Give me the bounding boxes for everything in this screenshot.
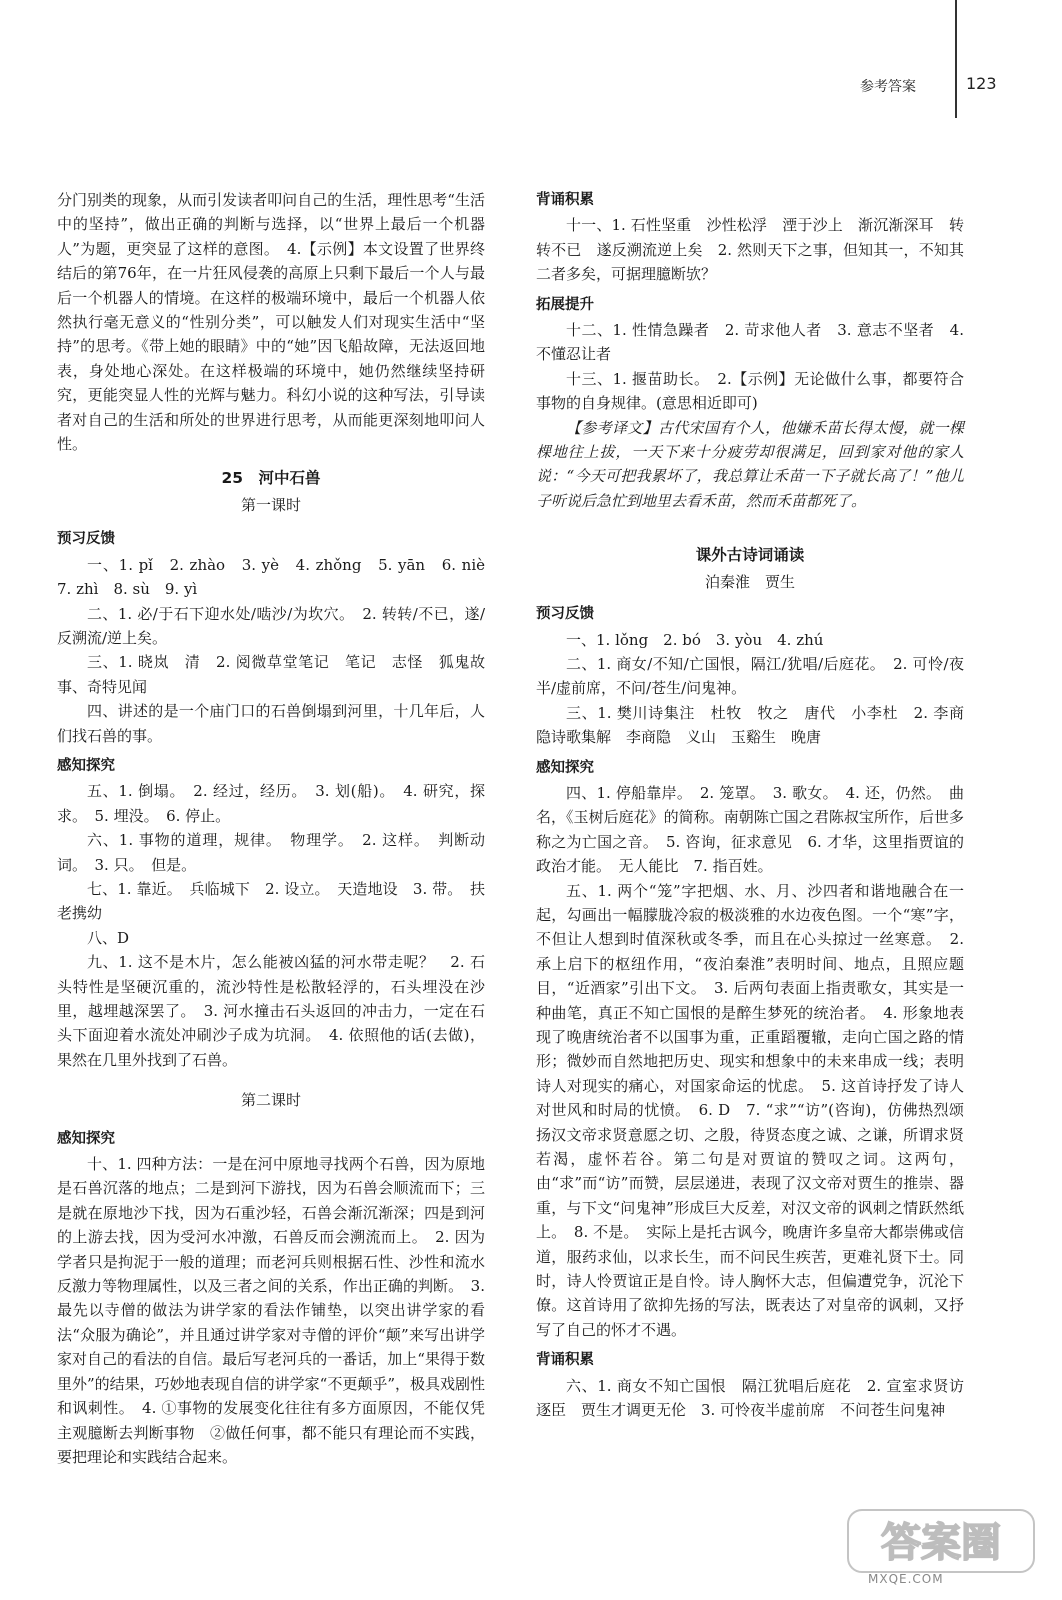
section-heading-extend: 拓展提升 — [536, 296, 594, 313]
section-heading-explore-3: 感知探究 — [536, 759, 594, 776]
answer-paragraph: 六、1. 商女不知亡国恨 隔江犹唱后庭花 2. 宣室求贤访逐臣 贾生才调更无伦 3. 可怜夜半虚前席 不问苍生问鬼神 — [536, 1376, 964, 1420]
answer-paragraph: 一、1. lǒng 2. bó 3. yòu 4. zhú — [566, 630, 824, 649]
poem-section-title: 课外古诗词诵读 — [695, 546, 805, 565]
answer-paragraph: 四、讲述的是一个庙门口的石兽倒塌到河里，十几年后，人们找石兽的事。 — [57, 702, 485, 745]
section-heading-preview-2: 预习反馈 — [536, 606, 594, 623]
answer-paragraph: 十三、1. 揠苗助长。 2.【示例】无论做什么事，都要符合事物的自身规律。(意思相近即可) — [536, 369, 964, 413]
answer-paragraph: 五、1. 两个“笼”字把烟、水、月、沙四者和谐地融合在一起，勾画出一幅朦胧冷寂的极淡雅的水边夜色图。一个“寒”字，不但让人想到时值深秋或冬季，而且在心头掠过一丝寒意。 2. 承上启下的枢纽作用，“夜泊秦淮”表明时间、地点，且照应题目，“近酒家”引出下文。 3. 后两句表面上指责歌女，其实是一种曲笔，真正不知亡国恨的是醉生梦死的统治者。 4. 形象地表现了晚唐统治者不以国事为重，正重蹈覆辙，走向亡国之路的情形；微妙而自然地把历史、现实和想象中的未来串成一线；表明诗人对现实的痛心，对国家命运的忧虑。 5. 这首诗抒发了诗人对世风和时局的忧愤。 6. D 7. “求”“访”(咨询)，仿佛热烈颂扬汉文帝求贤意愿之切、之殷，待贤态度之诚、之谦，所谓求贤若渴，虚怀若谷。第二句是对贾谊的赞叹之词。这两句，由“求”而“访”而赞，层层递进，表现了汉文帝对贾生的推崇、器重，与下文“问鬼神”形成巨大反差，对汉文帝的讽刺之情跃然纸上。 8. 不是。 实际上是托古讽今，晚唐许多皇帝大都崇佛或信道，服药求仙，以求长生，而不问民生疾苦，更难礼贤下士。同时，诗人怜贾谊正是自怜。诗人胸怀大志，但偏遭党争，沉沦下僚。这首诗用了欲抑先扬的写法，既表达了对皇帝的讽刺，又抒写了自己的怀才不遇。 — [536, 881, 964, 1339]
header-divider — [955, 0, 957, 118]
section-heading-recite-2: 背诵积累 — [536, 1352, 594, 1369]
section-heading-explore: 感知探究 — [57, 757, 115, 774]
answer-paragraph: 五、1. 倒塌。 2. 经过，经历。 3. 划(船)。 4. 研究，探求。 5. 埋没。 6. 停止。 — [57, 782, 485, 825]
svg-text:答案圈: 答案圈 — [881, 1520, 1001, 1566]
lesson-one-title: 第一课时 — [240, 495, 301, 514]
intro-paragraph: 分门别类的现象，从而引发读者叩问自己的生活，理性思考“生活中的坚持”，做出正确的判断与选择，以“世界上最后一个机器人”为题，更突显了这样的意图。 4.【示例】本文设置了世界终结后的第76年，在一片狂风侵袭的高原上只剩下最后一个人与最后一个机器人的情境。在这样的极端环境中，最后一个机器人依然执行毫无意义的“性别分类”，可以触发人们对现实生活中“坚持”的思考。《带上她的眼睛》中的“她”因飞船故障，无法返回地表，身处地心深处。在这样极端的环境中，她仍然继续坚持研究，更能突显人性的光辉与魅力。科幻小说的这种写法，引导读者对自己的生活和所处的世界进行思考，从而能更深刻地叩问人性。 — [57, 191, 485, 454]
answer-paragraph: 四、1. 停船靠岸。 2. 笼罩。 3. 歌女。 4. 还，仍然。 曲名，《玉树后庭花》的简称。南朝陈亡国之君陈叔宝所作，后世多称之为亡国之音。 5. 咨询，征求意见 6. 才华，这里指贾谊的政治才能。 无人能比 7. 指百姓。 — [536, 783, 964, 876]
answer-paragraph: 十、1. 四种方法：一是在河中原地寻找两个石兽，因为原地是石兽沉落的地点；二是到河下游找，因为石兽会顺流而下；三是就在原地沙下找，因为石重沙轻，石兽会渐沉渐深；四是到河的上游去找，因为受河水冲激，石兽反而会溯流而上。 2. 因为学者只是拘泥于一般的道理；而老河兵则根据石性、沙性和流水反激力等物理属性，以及三者之间的关系，作出正确的判断。 3. 最先以寺僧的做法为讲学家的看法作铺垫，以突出讲学家的看法“众服为确论”，并且通过讲学家对寺僧的评价“颠”来写出讲学家对自己的看法的自信。最后写老河兵的一番话，加上“果得于数里外”的结果，巧妙地表现自信的讲学家“不更颠乎”，极具戏剧性和讽刺性。 4. ①事物的发展变化往往有多方面原因，不能仅凭主观臆断去判断事物 ②做任何事，都不能只有理论而不实践，要把理论和实践结合起来。 — [57, 1155, 486, 1466]
answer-paragraph: 一、1. pǐ 2. zhào 3. yè 4. zhǒng 5. yān 6. niè 7. zhì 8. sù 9. yì — [57, 555, 501, 599]
lesson-two-title: 第二课时 — [240, 1091, 301, 1110]
left-column — [57, 188, 501, 1469]
answer-paragraph: 三、1. 晓岚 清 2. 阅微草堂笔记 笔记 志怪 狐鬼故事、奇特见闻 — [57, 653, 485, 696]
right-column — [536, 188, 964, 1423]
section-heading-preview: 预习反馈 — [57, 531, 115, 548]
running-header: 参考答案 — [860, 79, 916, 95]
answer-paragraph: 九、1. 这不是木片，怎么能被凶猛的河水带走呢？ 2. 石头特性是坚硬沉重的，流沙特性是松散轻浮的，石头埋没在沙里，越埋越深罢了。 3. 河水撞击石头返回的冲击力，一定在石头下面迎着水流处冲刷沙子成为坑洞。 4. 依照他的话(去做)，果然在几里外找到了石兽。 — [57, 953, 485, 1069]
answer-paragraph: 六、1. 事物的道理，规律。 物理学。 2. 这样。 判断动词。 3. 只。 但是。 — [57, 831, 485, 874]
page-number: 123 — [966, 74, 997, 93]
answer-paragraph: 八、D — [87, 928, 130, 947]
chapter-title: 25 河中石兽 — [221, 469, 321, 488]
reference-translation: 【参考译文】古代宋国有个人，他嫌禾苗长得太慢，就一棵棵地往上拔，一天下来十分疲劳却很满足，回到家对他的家人说：“今天可把我累坏了，我总算让禾苗一下子就长高了！”他儿子听说后急忙到地里去看禾苗，然而禾苗都死了。 — [536, 418, 964, 510]
answer-paragraph: 三、1. 樊川诗集注 杜牧 牧之 唐代 小李杜 2. 李商隐诗歌集解 李商隐 义山 玉谿生 晚唐 — [536, 703, 964, 747]
answer-paragraph: 二、1. 必/于石下迎水处/啮沙/为坎穴。 2. 转转/不已，遂/反溯流/逆上矣。 — [57, 604, 485, 647]
poem-titles: 泊秦淮 贾生 — [704, 572, 795, 591]
answer-paragraph: 二、1. 商女/不知/亡国恨，隔江/犹唱/后庭花。 2. 可怜/夜半/虚前席，不问/苍生/问鬼神。 — [536, 654, 964, 698]
answer-paragraph: 十一、1. 石性坚重 沙性松浮 湮于沙上 渐沉渐深耳 转转不已 遂反溯流逆上矣 2. 然则天下之事，但知其一，不知其二者多矣，可据理臆断欤？ — [536, 216, 964, 284]
answer-paragraph: 七、1. 靠近。 兵临城下 2. 设立。 天造地设 3. 带。 扶老携幼 — [57, 879, 485, 923]
section-heading-explore-2: 感知探究 — [57, 1130, 115, 1147]
section-heading-recite: 背诵积累 — [536, 192, 594, 208]
answer-paragraph: 十二、1. 性情急躁者 2. 苛求他人者 3. 意志不坚者 4. 不懂忍让者 — [536, 321, 964, 364]
watermark-url: MXQE.COM — [868, 1572, 944, 1586]
